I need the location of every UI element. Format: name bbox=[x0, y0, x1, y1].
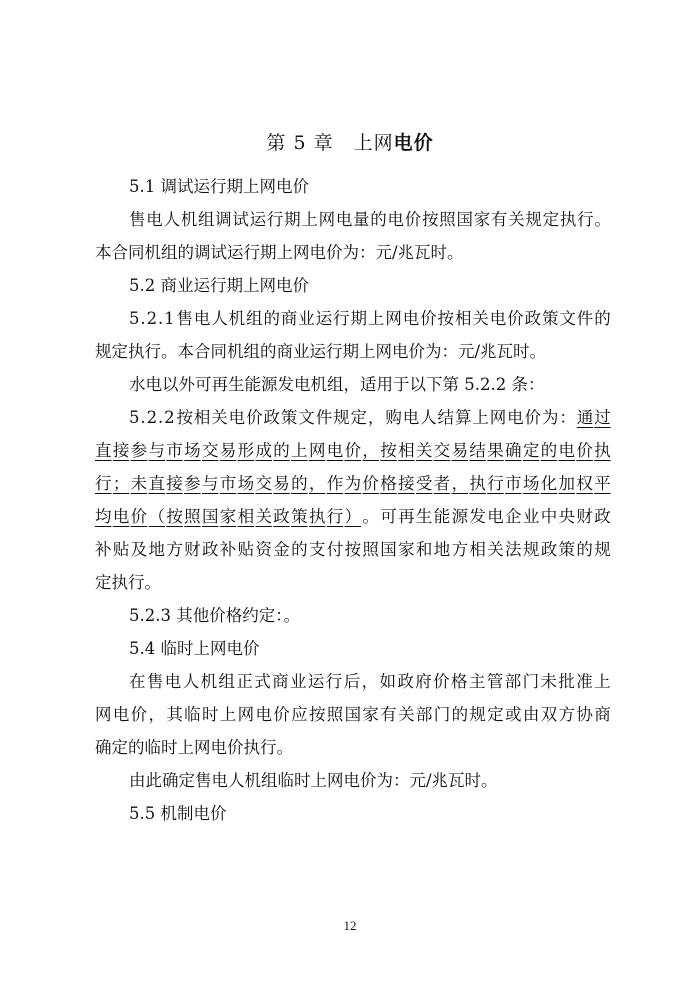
line-text: 由此确定售电人机组临时上网电价为：元/兆瓦时。 bbox=[129, 771, 498, 790]
body-line: 补 贴 及 地 方 财 政 补 贴 资 金 的 支 付 按 照 国 家 和 地 方 相 关 法 规 政 策 的 规 bbox=[95, 540, 611, 559]
line-text: 规定执行。本合同机组的商业运行期上网电价为：元/兆瓦时。 bbox=[95, 342, 547, 361]
body-line bbox=[95, 573, 161, 593]
body-line: 网 电 价 ， 其 临 时 上 网 电 价 应 按 照 国 家 有 关 部 门 的 规 定 或 由 双 方 协 商 bbox=[95, 705, 611, 724]
body-line: 在 售 电 人 机 组 正 式 商 业 运 行 后 ， 如 政 府 价 格 主 管 部 门 未 批 准 上 bbox=[129, 672, 611, 691]
line-text: 5.2 商业运行期上网电价 bbox=[129, 276, 309, 295]
line-text: 5.4 临时上网电价 bbox=[129, 639, 260, 658]
body-line: 直 接 参 与 市 场 交 易 形 成 的 上 网 电 价 ， 按 相 关 交 易 结 果 确 定 的 电 价 执 bbox=[95, 441, 611, 460]
line-text: 确定的临时上网电价执行。 bbox=[95, 738, 293, 757]
chapter-title-prefix: 第 5 章 上网 bbox=[266, 132, 394, 154]
body-line bbox=[129, 771, 498, 791]
page-number: 12 bbox=[343, 918, 357, 933]
line-text: 本合同机组的调试运行期上网电价为：元/兆瓦时。 bbox=[95, 243, 464, 262]
body-line: 行 ； 未 直 接 参 与 市 场 交 易 的 ， 作 为 价 格 接 受 者 ， 执 行 市 场 化 加 权 平 bbox=[95, 474, 611, 493]
body-line bbox=[129, 639, 260, 659]
body-line bbox=[95, 243, 464, 263]
body-line: 均 电 价 （ 按 照 国 家 相 关 政 策 执 行 ） 。 可 再 生 能 源 发 电 企 业 中 央 财 政 bbox=[95, 507, 611, 526]
body-line bbox=[95, 342, 546, 362]
chapter-title-bold: 电价 bbox=[393, 132, 434, 154]
chapter-title bbox=[0, 128, 700, 155]
body-line: 售 电 人 机 组 调 试 运 行 期 上 网 电 量 的 电 价 按 照 国 家 有 关 规 定 执 行 。 bbox=[129, 210, 611, 229]
line-text: 水电以外可再生能源发电机组，适用于以下第 5.2.2 条： bbox=[129, 375, 545, 394]
line-text: 5.2.3 其他价格约定：。 bbox=[129, 606, 300, 625]
body-line: 5 . 2 . 2 按 相 关 电 价 政 策 文 件 规 定 ， 购 电 人 结 算 上 网 电 价 为 ： 通 过 bbox=[129, 408, 611, 427]
body-line: 5 . 2 . 1 售 电 人 机 组 的 商 业 运 行 期 上 网 电 价 按 相 关 电 价 政 策 文 件 的 bbox=[129, 309, 611, 328]
body-line bbox=[129, 276, 309, 296]
body-line bbox=[129, 375, 544, 395]
body-line bbox=[95, 738, 293, 758]
line-text: 定执行。 bbox=[95, 573, 161, 592]
line-text: 5.5 机制电价 bbox=[129, 804, 227, 823]
body-line bbox=[129, 606, 300, 626]
body-line bbox=[129, 177, 309, 197]
line-text: 5.1 调试运行期上网电价 bbox=[129, 177, 309, 196]
body-line bbox=[129, 804, 227, 824]
